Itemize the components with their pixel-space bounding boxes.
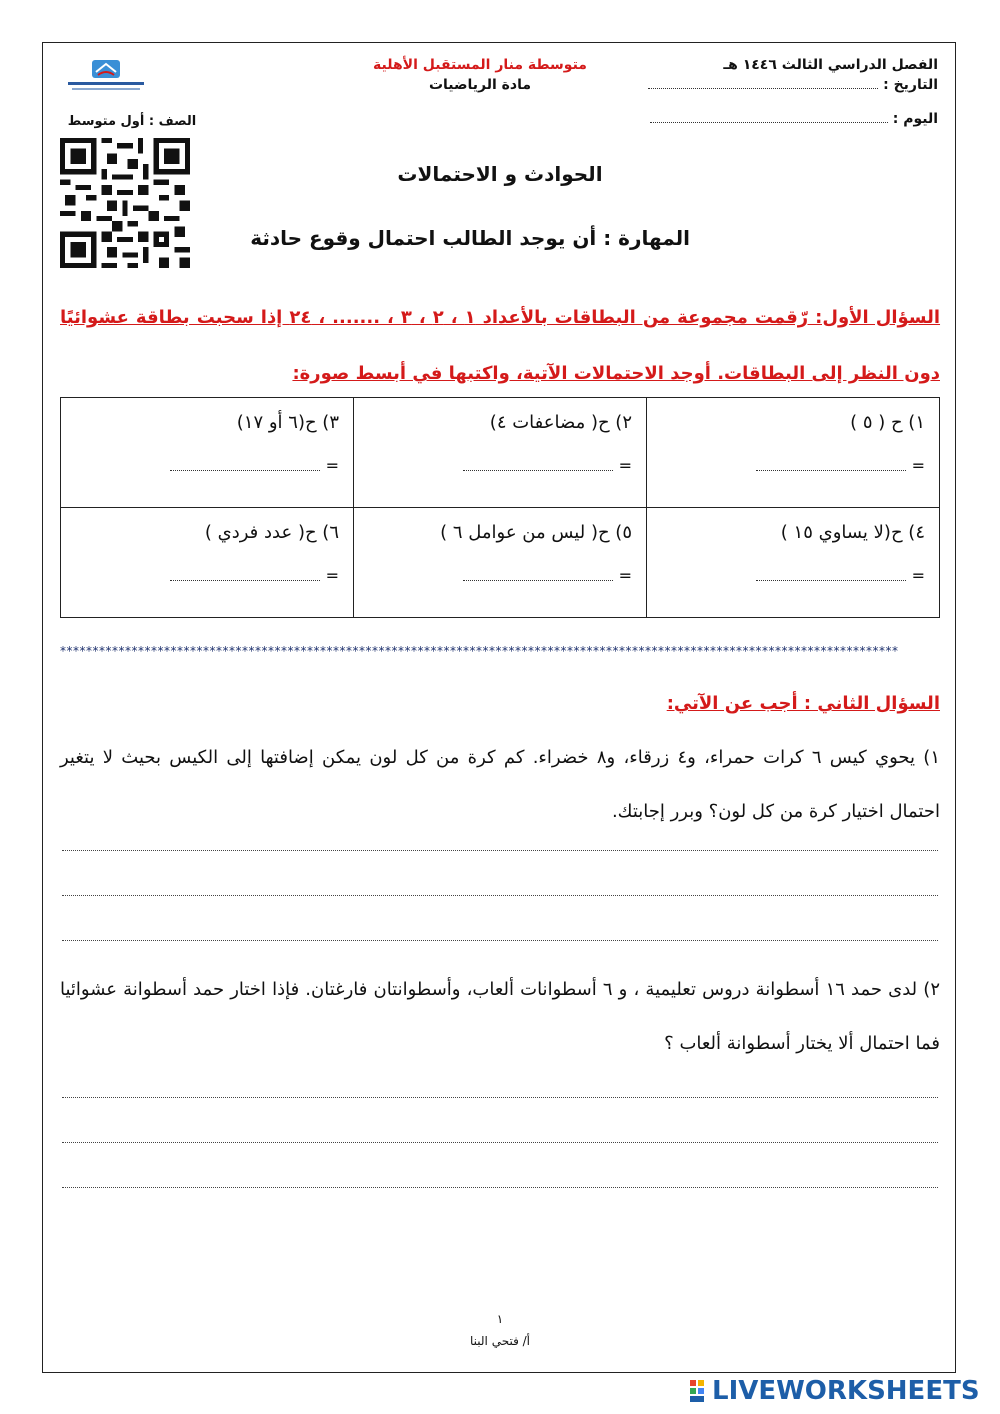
q1-item-4	[647, 508, 940, 618]
q1-item-label: ١) ح ( ٥ )	[850, 412, 925, 433]
day-label: اليوم :	[892, 111, 938, 127]
q1-item-1	[647, 398, 940, 508]
q1-item-eq: =	[325, 566, 339, 585]
separator-stars: *********************************************************************************************************************************	[60, 644, 899, 658]
page-number: ١	[496, 1312, 504, 1326]
day-field[interactable]	[650, 110, 888, 123]
q1-item-label: ٥) ح( ليس من عوامل ٦ )	[440, 522, 632, 543]
worksheet-title: الحوادث و الاحتمالات	[397, 162, 603, 186]
q1-item-3	[61, 398, 354, 508]
q1-item-label: ٢) ح( مضاعفات ٤)	[489, 412, 632, 433]
question2-paragraph-2: ٢) لدى حمد ١٦ أسطوانة دروس تعليمية ، و ٦ أسطوانات ألعاب، وأسطوانتان فارغتان. فإذا اختار حمد أسطوانة عشوائيا فما احتمال ألا يختار أسطوانة ألعاب ؟	[60, 979, 940, 1054]
date-field[interactable]	[648, 76, 878, 89]
answer-field-2[interactable]	[463, 458, 613, 471]
q1-item-label: ٦) ح( عدد فردي )	[204, 522, 339, 543]
question1-grid	[60, 397, 940, 618]
answer-field-1[interactable]	[756, 458, 906, 471]
q1-item-eq: =	[618, 566, 632, 585]
q1-item-label: ٤) ح(لا يساوي ١٥ )	[780, 522, 925, 543]
school-logo	[62, 58, 150, 94]
answer-line[interactable]	[62, 850, 938, 851]
answer-line[interactable]	[62, 1187, 938, 1188]
question2-title: السؤال الثاني : أجب عن الآتي:	[666, 693, 940, 714]
header-center	[360, 55, 600, 95]
q1-item-5	[354, 508, 647, 618]
answer-field-3[interactable]	[170, 458, 320, 471]
subject-name: مادة الرياضيات	[428, 77, 532, 93]
answer-field-6[interactable]	[170, 568, 320, 581]
question2-paragraph-1: ١) يحوي كيس ٦ كرات حمراء، و٤ زرقاء، و٨ خضراء. كم كرة من كل لون يمكن إضافتها إلى الكيس بحيث لا يتغير احتمال اختيار كرة من كل لون؟ وبرر إجابتك.	[60, 747, 941, 822]
liveworksheets-logo	[690, 1376, 990, 1406]
q1-item-eq: =	[911, 566, 925, 585]
answer-field-4[interactable]	[756, 568, 906, 581]
header-info	[618, 55, 938, 129]
question1-text: السؤال الأول: رّقمت مجموعة من البطاقات بالأعداد ١ ، ٢ ، ٣ ، ....... ، ٢٤ إذا سحبت بطاقة عشوائيًا دون النظر إلى البطاقات. أوجد الاحتمالات الآتية، واكتبها في أبسط صورة:	[60, 307, 941, 384]
answer-line[interactable]	[62, 940, 938, 941]
date-label: التاريخ :	[883, 77, 938, 93]
q1-item-eq: =	[618, 456, 632, 475]
q1-item-eq: =	[325, 456, 339, 475]
answer-line[interactable]	[62, 895, 938, 896]
q1-item-eq: =	[911, 456, 925, 475]
q1-item-2	[354, 398, 647, 508]
qr-code[interactable]	[60, 138, 190, 268]
semester-text: الفصل الدراسي الثالث ١٤٤٦ هـ	[723, 57, 938, 73]
liveworksheets-icon	[690, 1380, 712, 1402]
skill-statement: المهارة : أن يوجد الطالب احتمال وقوع حادثة	[250, 226, 690, 250]
answer-field-5[interactable]	[463, 568, 613, 581]
answer-line[interactable]	[62, 1142, 938, 1143]
author-name: أ/ فتحي البنا	[470, 1334, 530, 1348]
brand-text: LIVEWORKSHEETS	[712, 1376, 980, 1406]
q1-item-6	[61, 508, 354, 618]
school-name: متوسطة منار المستقبل الأهلية	[373, 57, 587, 73]
q1-item-label: ٣) ح(٦ أو ١٧)	[236, 412, 339, 433]
answer-line[interactable]	[62, 1097, 938, 1098]
grade-label: الصف : أول متوسط	[67, 114, 197, 129]
